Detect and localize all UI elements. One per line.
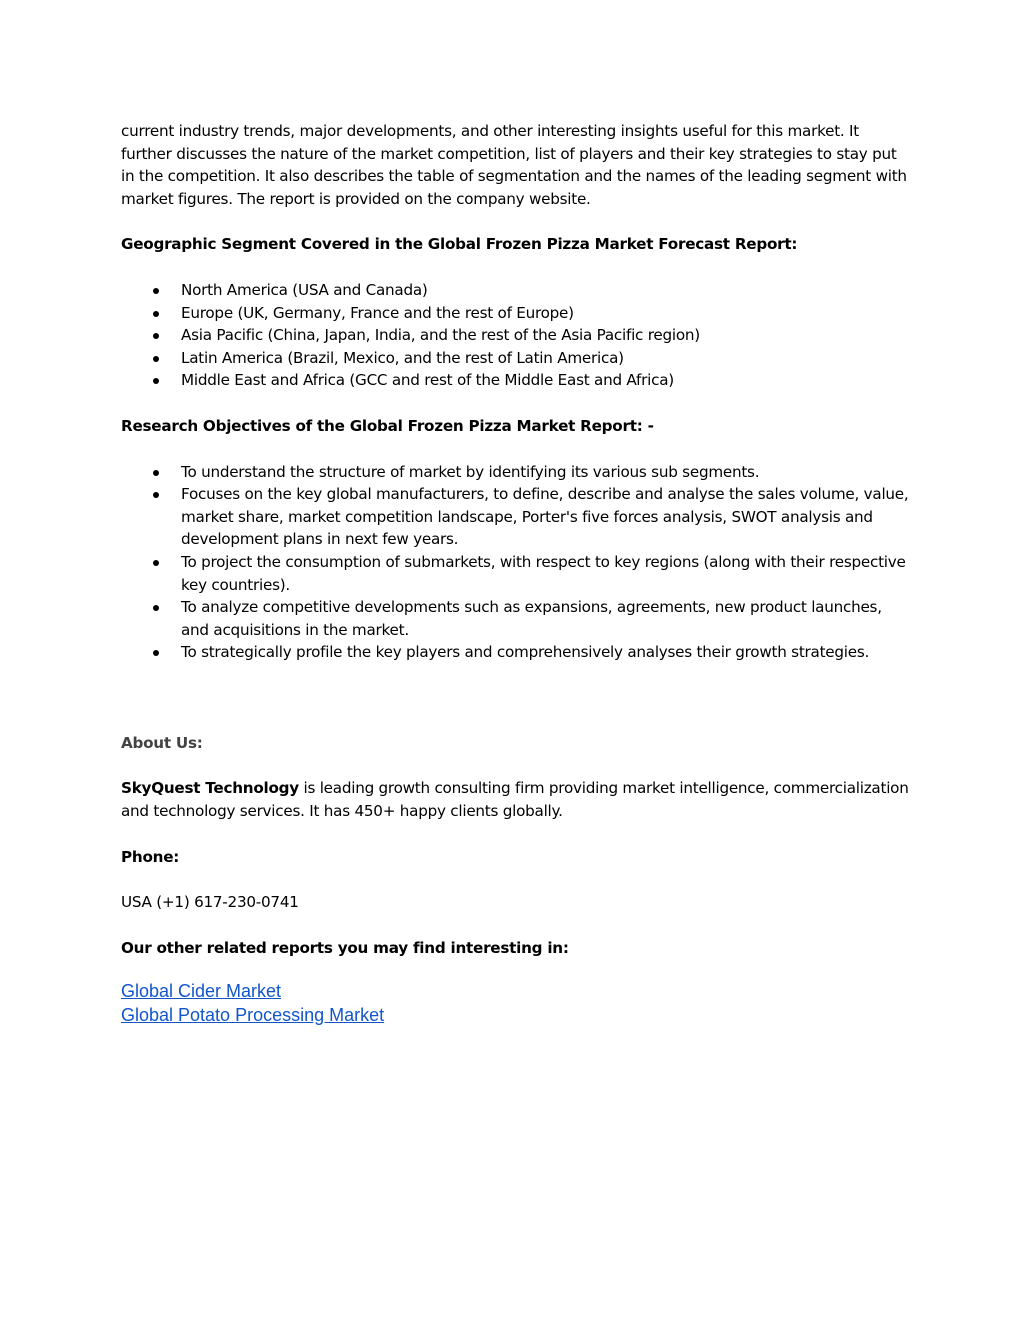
bullet-icon <box>153 311 159 317</box>
list-item: To strategically profile the key players and comprehensively analyses their growth strategies. <box>121 641 911 664</box>
bullet-icon <box>153 492 159 498</box>
list-item: Asia Pacific (China, Japan, India, and the rest of the Asia Pacific region) <box>121 324 911 347</box>
geo-list <box>121 279 911 392</box>
bullet-icon <box>153 356 159 362</box>
document-content <box>121 120 911 1027</box>
list-item: To project the consumption of submarkets, with respect to key regions (along with their respective key countries). <box>121 551 911 596</box>
list-item: To understand the structure of market by identifying its various sub segments. <box>121 461 911 484</box>
list-item: North America (USA and Canada) <box>121 279 911 302</box>
bullet-icon <box>153 650 159 656</box>
bullet-icon <box>153 560 159 566</box>
research-list <box>121 461 911 664</box>
list-item: Middle East and Africa (GCC and rest of the Middle East and Africa) <box>121 369 911 392</box>
phone-value: USA (+1) 617-230-0741 <box>121 893 299 912</box>
phone-heading: Phone: <box>121 847 180 866</box>
related-links <box>121 979 911 1027</box>
list-item: Europe (UK, Germany, France and the rest of Europe) <box>121 302 911 325</box>
bullet-icon <box>153 333 159 339</box>
list-item: Focuses on the key global manufacturers, to define, describe and analyse the sales volume, value, market share, market competition landscape, Porter's five forces analysis, SWOT analysis and development plans in next few years. <box>121 483 911 551</box>
list-item: Latin America (Brazil, Mexico, and the rest of Latin America) <box>121 347 911 370</box>
bullet-icon <box>153 378 159 384</box>
about-heading: About Us: <box>121 733 203 752</box>
list-item: To analyze competitive developments such as expansions, agreements, new product launches, and acquisitions in the market. <box>121 596 911 641</box>
link-global-cider-market[interactable]: Global Cider Market <box>121 981 282 1002</box>
bullet-icon <box>153 288 159 294</box>
intro-paragraph: current industry trends, major developments, and other interesting insights useful for this market. It further discusses the nature of the market competition, list of players and their key strategies to stay put in the competition. It also describes the table of segmentation and the names of the leading segment with market figures. The report is provided on the company website. <box>121 122 907 208</box>
bullet-icon <box>153 470 159 476</box>
about-text: is leading growth consulting firm providing market intelligence, commercialization and technology services. It has 450+ happy clients globally. <box>121 779 909 821</box>
related-heading: Our other related reports you may find interesting in: <box>121 938 569 957</box>
link-global-potato-processing-market[interactable]: Global Potato Processing Market <box>121 1005 385 1026</box>
company-name: SkyQuest Technology <box>121 779 299 798</box>
geo-heading: Geographic Segment Covered in the Global Frozen Pizza Market Forecast Report: <box>121 235 798 254</box>
about-paragraph <box>121 777 911 822</box>
research-heading: Research Objectives of the Global Frozen Pizza Market Report: - <box>121 416 654 435</box>
bullet-icon <box>153 605 159 611</box>
